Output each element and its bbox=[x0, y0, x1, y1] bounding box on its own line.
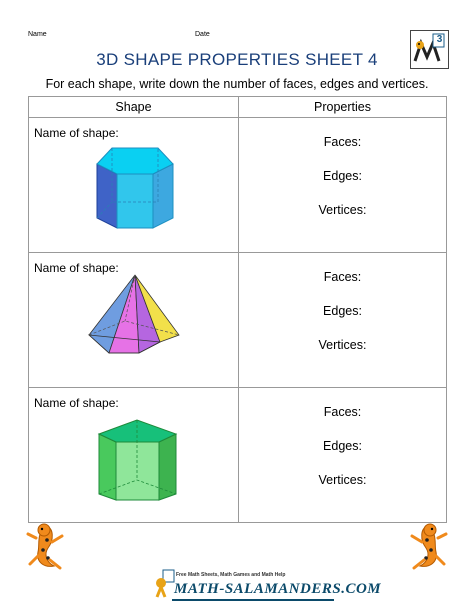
edges-label: Edges: bbox=[323, 169, 362, 183]
column-header-shape: Shape bbox=[29, 97, 239, 118]
footer-salamander-logo-icon bbox=[154, 569, 176, 599]
footer-brand[interactable]: MATH-SALAMANDERS.COM bbox=[174, 581, 382, 597]
pentagonal-pyramid-icon bbox=[29, 253, 238, 387]
edges-label: Edges: bbox=[323, 439, 362, 453]
shape-cell bbox=[29, 388, 239, 523]
vertices-label: Vertices: bbox=[318, 203, 367, 217]
page-title: 3D SHAPE PROPERTIES SHEET 4 bbox=[96, 50, 378, 69]
table-row bbox=[29, 388, 447, 523]
properties-cell bbox=[239, 253, 447, 388]
pentagonal-prism-icon bbox=[29, 388, 238, 522]
faces-label: Faces: bbox=[323, 135, 362, 149]
table-row bbox=[29, 253, 447, 388]
faces-label: Faces: bbox=[323, 405, 362, 419]
footer-tagline: Free Math Sheets, Math Games and Math Help bbox=[176, 572, 286, 578]
salamander-right-icon bbox=[406, 520, 450, 572]
date-label: Date bbox=[195, 31, 210, 38]
edges-label: Edges: bbox=[323, 304, 362, 318]
faces-label: Faces: bbox=[323, 270, 362, 284]
vertices-label: Vertices: bbox=[318, 338, 367, 352]
table-header-row bbox=[29, 97, 447, 118]
table-row bbox=[29, 118, 447, 253]
shape-cell bbox=[29, 118, 239, 253]
name-of-shape-label: Name of shape: bbox=[34, 396, 119, 410]
grade-badge: 3 bbox=[436, 34, 443, 45]
worksheet-table bbox=[28, 96, 447, 523]
hexagonal-prism-icon bbox=[29, 118, 238, 252]
name-of-shape-label: Name of shape: bbox=[34, 126, 119, 140]
name-label: Name bbox=[28, 31, 47, 38]
vertices-label: Vertices: bbox=[318, 473, 367, 487]
shape-cell bbox=[29, 253, 239, 388]
properties-cell bbox=[239, 388, 447, 523]
column-header-properties: Properties bbox=[239, 97, 447, 118]
salamander-left-icon bbox=[24, 520, 68, 572]
properties-cell bbox=[239, 118, 447, 253]
footer-divider bbox=[172, 599, 334, 601]
name-of-shape-label: Name of shape: bbox=[34, 261, 119, 275]
instructions: For each shape, write down the number of faces, edges and vertices. bbox=[45, 77, 429, 91]
